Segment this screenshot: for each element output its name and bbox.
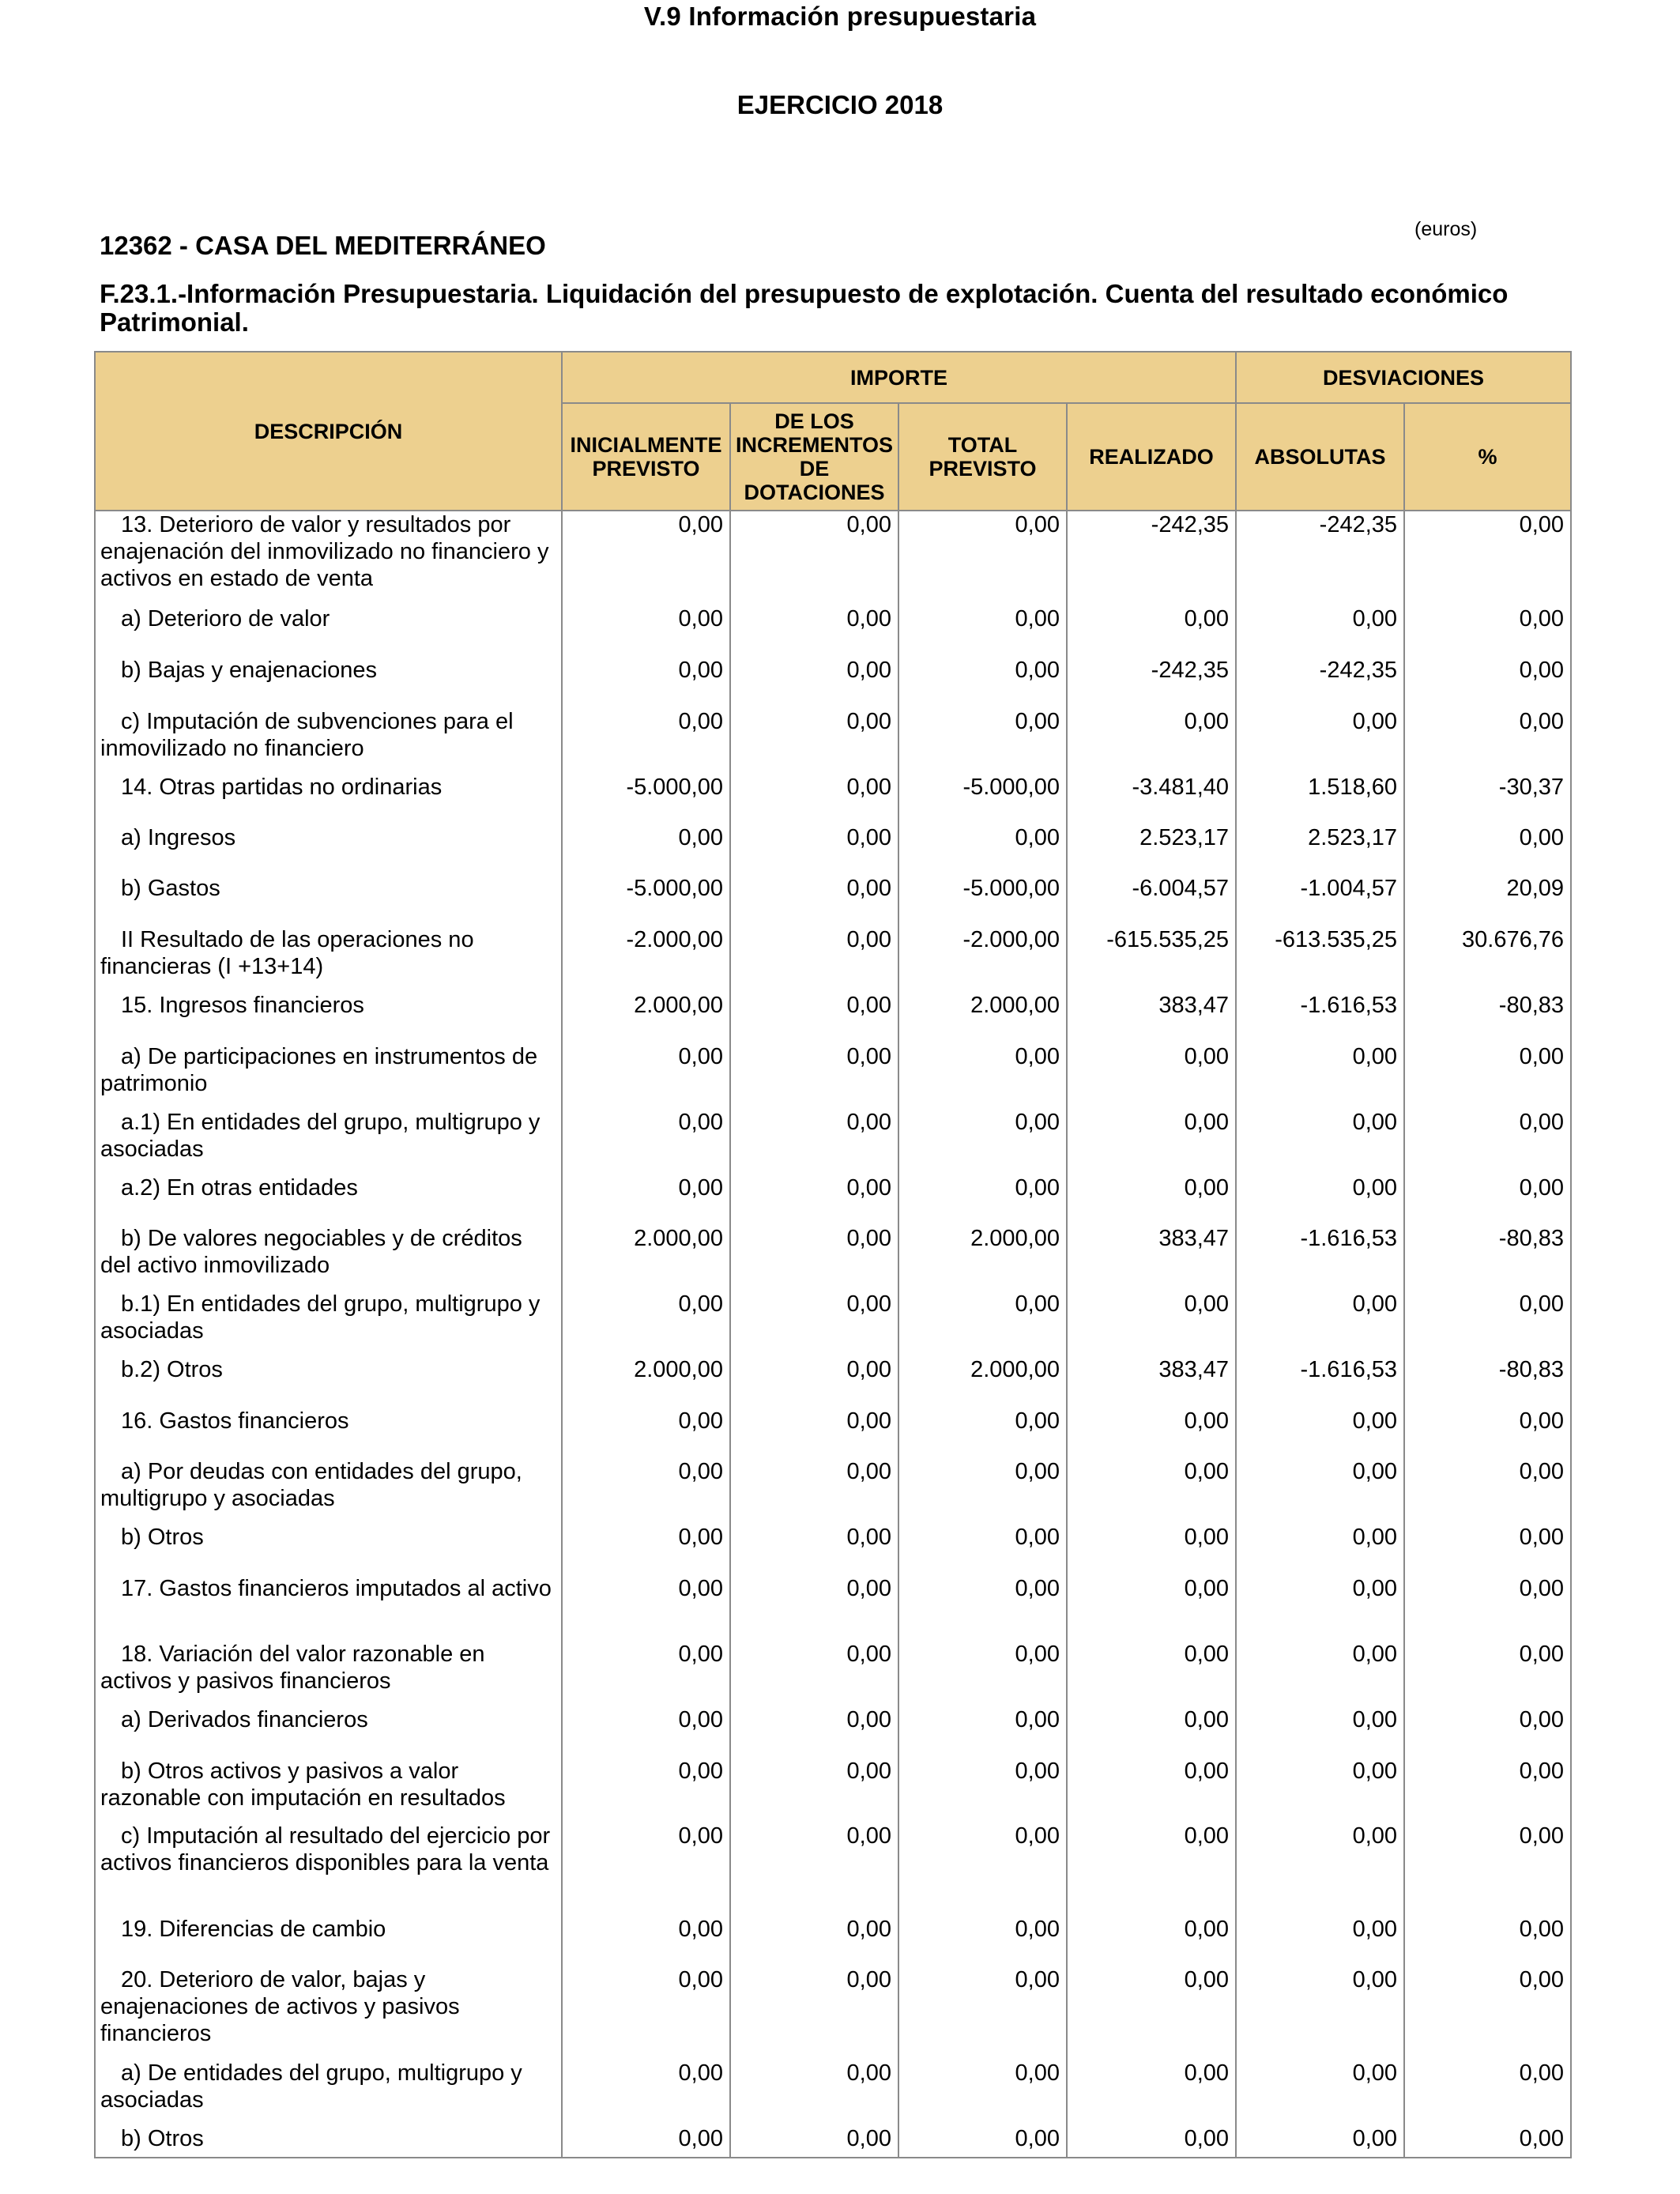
row-description-text: b) Bajas y enajenaciones xyxy=(121,658,378,683)
cell-inicialmente-previsto: 0,00 xyxy=(562,2125,730,2158)
cell-total-previsto: 2.000,00 xyxy=(898,1225,1067,1291)
cell-incrementos-dotaciones: 0,00 xyxy=(730,1225,898,1291)
cell-inicialmente-previsto: 0,00 xyxy=(562,1291,730,1356)
cell-incrementos-dotaciones: 0,00 xyxy=(730,1291,898,1356)
cell-inicialmente-previsto: 0,00 xyxy=(562,1641,730,1706)
cell-realizado: 0,00 xyxy=(1067,1916,1236,1966)
row-description xyxy=(95,1641,562,1706)
row-description xyxy=(95,875,562,926)
page-title: V.9 Información presupuestaria xyxy=(643,2,1037,31)
cell-total-previsto: 0,00 xyxy=(898,1109,1067,1174)
row-description xyxy=(95,1043,562,1109)
cell-desviacion-absoluta: 0,00 xyxy=(1236,1043,1404,1109)
cell-desviacion-absoluta: 0,00 xyxy=(1236,1174,1404,1225)
cell-incrementos-dotaciones: 0,00 xyxy=(730,1458,898,1524)
cell-desviacion-porcentaje: 0,00 xyxy=(1404,1706,1571,1758)
row-description xyxy=(95,1758,562,1823)
cell-incrementos-dotaciones: 0,00 xyxy=(730,1174,898,1225)
cell-desviacion-absoluta: 0,00 xyxy=(1236,1575,1404,1641)
cell-desviacion-porcentaje: 0,00 xyxy=(1404,1641,1571,1706)
cell-desviacion-absoluta: 0,00 xyxy=(1236,605,1404,657)
section-title: F.23.1.-Información Presupuestaria. Liquidación del presupuesto de explotación. Cuenta del resultado económico Patrimonial. xyxy=(100,279,1509,337)
cell-realizado: 0,00 xyxy=(1067,1458,1236,1524)
cell-desviacion-absoluta: 0,00 xyxy=(1236,1291,1404,1356)
row-description xyxy=(95,1291,562,1356)
cell-realizado: 0,00 xyxy=(1067,1109,1236,1174)
table-row xyxy=(95,1043,1571,1109)
row-description-text: b) Otros xyxy=(121,2126,204,2151)
cell-incrementos-dotaciones: 0,00 xyxy=(730,774,898,824)
entity-title: 12362 - CASA DEL MEDITERRÁNEO xyxy=(100,231,546,260)
cell-inicialmente-previsto: -5.000,00 xyxy=(562,875,730,926)
header-absolutas: ABSOLUTAS xyxy=(1236,403,1404,511)
cell-inicialmente-previsto: -5.000,00 xyxy=(562,774,730,824)
row-description-text: b) Gastos xyxy=(121,876,220,901)
table-row xyxy=(95,1408,1571,1458)
cell-inicialmente-previsto: 0,00 xyxy=(562,1043,730,1109)
cell-incrementos-dotaciones: 0,00 xyxy=(730,1706,898,1758)
row-description xyxy=(95,1174,562,1225)
cell-realizado: 0,00 xyxy=(1067,1706,1236,1758)
table-row xyxy=(95,926,1571,992)
table-row xyxy=(95,1524,1571,1575)
row-description-text: 16. Gastos financieros xyxy=(121,1408,349,1434)
cell-incrementos-dotaciones: 0,00 xyxy=(730,1758,898,1823)
row-description-text: b.1) En entidades del grupo, multigrupo y asociadas xyxy=(100,1291,541,1344)
table-row xyxy=(95,1458,1571,1524)
cell-incrementos-dotaciones: 0,00 xyxy=(730,1524,898,1575)
cell-desviacion-porcentaje: 0,00 xyxy=(1404,511,1571,605)
header-inicialmente-previsto: INICIALMENTE PREVISTO xyxy=(562,403,730,511)
cell-desviacion-absoluta: 0,00 xyxy=(1236,1641,1404,1706)
cell-realizado: 0,00 xyxy=(1067,1408,1236,1458)
cell-total-previsto: 0,00 xyxy=(898,1291,1067,1356)
cell-realizado: 0,00 xyxy=(1067,1758,1236,1823)
row-description-text: a) De participaciones en instrumentos de patrimonio xyxy=(100,1044,538,1096)
row-description xyxy=(95,605,562,657)
table-row xyxy=(95,657,1571,708)
cell-desviacion-porcentaje: 0,00 xyxy=(1404,1408,1571,1458)
cell-realizado: 383,47 xyxy=(1067,992,1236,1043)
table-row xyxy=(95,1706,1571,1758)
row-description xyxy=(95,708,562,774)
header-descripcion: DESCRIPCIÓN xyxy=(95,352,562,511)
cell-total-previsto: 0,00 xyxy=(898,1758,1067,1823)
cell-desviacion-absoluta: 0,00 xyxy=(1236,1823,1404,1916)
table-row xyxy=(95,1966,1571,2060)
cell-desviacion-absoluta: 1.518,60 xyxy=(1236,774,1404,824)
table-row xyxy=(95,605,1571,657)
cell-incrementos-dotaciones: 0,00 xyxy=(730,657,898,708)
row-description xyxy=(95,2125,562,2158)
cell-desviacion-absoluta: 0,00 xyxy=(1236,1458,1404,1524)
row-description-text: a) Deterioro de valor xyxy=(121,606,330,631)
table-row xyxy=(95,992,1571,1043)
cell-total-previsto: 0,00 xyxy=(898,1916,1067,1966)
cell-desviacion-absoluta: 0,00 xyxy=(1236,1966,1404,2060)
cell-incrementos-dotaciones: 0,00 xyxy=(730,1109,898,1174)
cell-incrementos-dotaciones: 0,00 xyxy=(730,1916,898,1966)
cell-desviacion-absoluta: 0,00 xyxy=(1236,1916,1404,1966)
cell-realizado: -242,35 xyxy=(1067,511,1236,605)
cell-total-previsto: 0,00 xyxy=(898,657,1067,708)
cell-incrementos-dotaciones: 0,00 xyxy=(730,1043,898,1109)
cell-realizado: 0,00 xyxy=(1067,1966,1236,2060)
cell-inicialmente-previsto: -2.000,00 xyxy=(562,926,730,992)
header-realizado: REALIZADO xyxy=(1067,403,1236,511)
row-description-text: a) Derivados financieros xyxy=(121,1707,368,1732)
cell-incrementos-dotaciones: 0,00 xyxy=(730,1641,898,1706)
cell-inicialmente-previsto: 0,00 xyxy=(562,605,730,657)
row-description-text: b) Otros xyxy=(121,1525,204,1550)
cell-inicialmente-previsto: 0,00 xyxy=(562,1458,730,1524)
cell-total-previsto: 0,00 xyxy=(898,824,1067,875)
budget-table-body xyxy=(95,511,1571,2158)
cell-total-previsto: -5.000,00 xyxy=(898,875,1067,926)
cell-realizado: 0,00 xyxy=(1067,1641,1236,1706)
table-row xyxy=(95,1225,1571,1291)
table-row xyxy=(95,2060,1571,2125)
cell-inicialmente-previsto: 0,00 xyxy=(562,1109,730,1174)
header-group-desviaciones: DESVIACIONES xyxy=(1236,352,1571,403)
cell-incrementos-dotaciones: 0,00 xyxy=(730,1575,898,1641)
cell-total-previsto: -2.000,00 xyxy=(898,926,1067,992)
table-row xyxy=(95,511,1571,605)
cell-total-previsto: 2.000,00 xyxy=(898,992,1067,1043)
row-description-text: a) Por deudas con entidades del grupo, multigrupo y asociadas xyxy=(100,1459,522,1511)
row-description-text: a) Ingresos xyxy=(121,825,236,850)
cell-desviacion-porcentaje: 0,00 xyxy=(1404,708,1571,774)
cell-total-previsto: 0,00 xyxy=(898,1043,1067,1109)
cell-incrementos-dotaciones: 0,00 xyxy=(730,1966,898,2060)
row-description xyxy=(95,1575,562,1641)
cell-inicialmente-previsto: 0,00 xyxy=(562,708,730,774)
cell-desviacion-porcentaje: 0,00 xyxy=(1404,1758,1571,1823)
row-description-text: b) De valores negociables y de créditos del activo inmovilizado xyxy=(100,1226,522,1278)
cell-total-previsto: 0,00 xyxy=(898,708,1067,774)
cell-desviacion-absoluta: -613.535,25 xyxy=(1236,926,1404,992)
row-description xyxy=(95,511,562,605)
row-description xyxy=(95,774,562,824)
cell-realizado: -3.481,40 xyxy=(1067,774,1236,824)
cell-total-previsto: 0,00 xyxy=(898,1966,1067,2060)
cell-desviacion-porcentaje: 0,00 xyxy=(1404,605,1571,657)
row-description xyxy=(95,1966,562,2060)
cell-inicialmente-previsto: 0,00 xyxy=(562,1575,730,1641)
table-row xyxy=(95,875,1571,926)
row-description xyxy=(95,1706,562,1758)
cell-incrementos-dotaciones: 0,00 xyxy=(730,824,898,875)
cell-desviacion-absoluta: 0,00 xyxy=(1236,2125,1404,2158)
cell-incrementos-dotaciones: 0,00 xyxy=(730,605,898,657)
table-row xyxy=(95,1758,1571,1823)
row-description xyxy=(95,1109,562,1174)
header-incrementos-dotaciones: DE LOS INCREMENTOS DE DOTACIONES xyxy=(730,403,898,511)
cell-incrementos-dotaciones: 0,00 xyxy=(730,1408,898,1458)
row-description xyxy=(95,926,562,992)
cell-inicialmente-previsto: 2.000,00 xyxy=(562,1356,730,1408)
cell-incrementos-dotaciones: 0,00 xyxy=(730,875,898,926)
cell-realizado: 2.523,17 xyxy=(1067,824,1236,875)
cell-desviacion-absoluta: -1.616,53 xyxy=(1236,992,1404,1043)
cell-realizado: -6.004,57 xyxy=(1067,875,1236,926)
cell-desviacion-absoluta: 0,00 xyxy=(1236,1706,1404,1758)
cell-desviacion-absoluta: 0,00 xyxy=(1236,708,1404,774)
cell-realizado: 383,47 xyxy=(1067,1356,1236,1408)
cell-desviacion-absoluta: -242,35 xyxy=(1236,657,1404,708)
row-description-text: II Resultado de las operaciones no financieras (I +13+14) xyxy=(100,927,474,979)
cell-desviacion-absoluta: -242,35 xyxy=(1236,511,1404,605)
cell-realizado: 0,00 xyxy=(1067,1524,1236,1575)
budget-table xyxy=(94,351,1572,2158)
cell-desviacion-porcentaje: 0,00 xyxy=(1404,1174,1571,1225)
cell-total-previsto: 0,00 xyxy=(898,1575,1067,1641)
cell-realizado: 0,00 xyxy=(1067,1043,1236,1109)
cell-inicialmente-previsto: 0,00 xyxy=(562,824,730,875)
cell-total-previsto: 0,00 xyxy=(898,1458,1067,1524)
row-description-text: a.1) En entidades del grupo, multigrupo y asociadas xyxy=(100,1110,541,1162)
cell-realizado: 0,00 xyxy=(1067,1823,1236,1916)
row-description-text: b.2) Otros xyxy=(121,1357,223,1382)
row-description xyxy=(95,1408,562,1458)
cell-inicialmente-previsto: 0,00 xyxy=(562,1408,730,1458)
cell-total-previsto: 0,00 xyxy=(898,605,1067,657)
cell-incrementos-dotaciones: 0,00 xyxy=(730,511,898,605)
cell-inicialmente-previsto: 2.000,00 xyxy=(562,1225,730,1291)
table-row xyxy=(95,2125,1571,2158)
cell-total-previsto: 0,00 xyxy=(898,1641,1067,1706)
table-row xyxy=(95,1291,1571,1356)
row-description-text: 14. Otras partidas no ordinarias xyxy=(121,775,443,800)
cell-inicialmente-previsto: 0,00 xyxy=(562,1916,730,1966)
cell-incrementos-dotaciones: 0,00 xyxy=(730,926,898,992)
cell-desviacion-absoluta: 0,00 xyxy=(1236,1758,1404,1823)
units-label: (euros) xyxy=(1414,218,1478,240)
cell-desviacion-porcentaje: 0,00 xyxy=(1404,1916,1571,1966)
cell-desviacion-absoluta: 0,00 xyxy=(1236,1524,1404,1575)
cell-incrementos-dotaciones: 0,00 xyxy=(730,1356,898,1408)
cell-realizado: 383,47 xyxy=(1067,1225,1236,1291)
fiscal-year: EJERCICIO 2018 xyxy=(736,90,944,119)
cell-desviacion-porcentaje: -80,83 xyxy=(1404,1225,1571,1291)
cell-desviacion-absoluta: 0,00 xyxy=(1236,1109,1404,1174)
cell-inicialmente-previsto: 0,00 xyxy=(562,1966,730,2060)
table-row xyxy=(95,1823,1571,1916)
cell-desviacion-porcentaje: 0,00 xyxy=(1404,824,1571,875)
row-description xyxy=(95,992,562,1043)
cell-total-previsto: -5.000,00 xyxy=(898,774,1067,824)
row-description-text: 19. Diferencias de cambio xyxy=(121,1917,386,1942)
cell-desviacion-absoluta: 0,00 xyxy=(1236,1408,1404,1458)
table-row xyxy=(95,774,1571,824)
table-row xyxy=(95,1356,1571,1408)
row-description-text: 17. Gastos financieros imputados al activo xyxy=(121,1576,552,1601)
cell-inicialmente-previsto: 0,00 xyxy=(562,1524,730,1575)
row-description xyxy=(95,1356,562,1408)
cell-total-previsto: 0,00 xyxy=(898,1823,1067,1916)
cell-desviacion-porcentaje: 20,09 xyxy=(1404,875,1571,926)
table-row xyxy=(95,824,1571,875)
cell-incrementos-dotaciones: 0,00 xyxy=(730,708,898,774)
cell-realizado: 0,00 xyxy=(1067,605,1236,657)
cell-desviacion-absoluta: -1.004,57 xyxy=(1236,875,1404,926)
table-row xyxy=(95,1109,1571,1174)
cell-desviacion-porcentaje: 0,00 xyxy=(1404,1458,1571,1524)
row-description-text: b) Otros activos y pasivos a valor razonable con imputación en resultados xyxy=(100,1759,506,1811)
cell-incrementos-dotaciones: 0,00 xyxy=(730,992,898,1043)
table-row xyxy=(95,1174,1571,1225)
row-description xyxy=(95,1524,562,1575)
cell-desviacion-porcentaje: 0,00 xyxy=(1404,1043,1571,1109)
cell-total-previsto: 0,00 xyxy=(898,2060,1067,2125)
cell-realizado: 0,00 xyxy=(1067,2125,1236,2158)
cell-desviacion-absoluta: -1.616,53 xyxy=(1236,1225,1404,1291)
cell-incrementos-dotaciones: 0,00 xyxy=(730,1823,898,1916)
cell-realizado: 0,00 xyxy=(1067,1575,1236,1641)
cell-desviacion-porcentaje: 0,00 xyxy=(1404,2060,1571,2125)
row-description-text: 13. Deterioro de valor y resultados por enajenación del inmovilizado no financiero y activos en estado de venta xyxy=(100,512,549,591)
cell-desviacion-absoluta: 2.523,17 xyxy=(1236,824,1404,875)
cell-realizado: 0,00 xyxy=(1067,1291,1236,1356)
cell-inicialmente-previsto: 0,00 xyxy=(562,1823,730,1916)
cell-inicialmente-previsto: 0,00 xyxy=(562,1174,730,1225)
cell-total-previsto: 0,00 xyxy=(898,1524,1067,1575)
cell-inicialmente-previsto: 0,00 xyxy=(562,1706,730,1758)
cell-inicialmente-previsto: 0,00 xyxy=(562,1758,730,1823)
row-description-text: 15. Ingresos financieros xyxy=(121,993,364,1018)
cell-desviacion-porcentaje: -80,83 xyxy=(1404,1356,1571,1408)
cell-desviacion-porcentaje: 30.676,76 xyxy=(1404,926,1571,992)
cell-desviacion-porcentaje: 0,00 xyxy=(1404,1109,1571,1174)
cell-desviacion-absoluta: 0,00 xyxy=(1236,2060,1404,2125)
cell-inicialmente-previsto: 0,00 xyxy=(562,511,730,605)
row-description xyxy=(95,657,562,708)
header-total-previsto: TOTAL PREVISTO xyxy=(898,403,1067,511)
cell-desviacion-porcentaje: -30,37 xyxy=(1404,774,1571,824)
cell-total-previsto: 0,00 xyxy=(898,511,1067,605)
header-group-importe: IMPORTE xyxy=(562,352,1236,403)
cell-inicialmente-previsto: 0,00 xyxy=(562,657,730,708)
table-row xyxy=(95,1641,1571,1706)
cell-desviacion-porcentaje: 0,00 xyxy=(1404,1291,1571,1356)
table-row xyxy=(95,1575,1571,1641)
row-description xyxy=(95,1458,562,1524)
cell-inicialmente-previsto: 2.000,00 xyxy=(562,992,730,1043)
cell-desviacion-porcentaje: 0,00 xyxy=(1404,1823,1571,1916)
cell-inicialmente-previsto: 0,00 xyxy=(562,2060,730,2125)
row-description-text: 20. Deterioro de valor, bajas y enajenaciones de activos y pasivos financieros xyxy=(100,1967,460,2046)
cell-realizado: 0,00 xyxy=(1067,708,1236,774)
cell-total-previsto: 0,00 xyxy=(898,2125,1067,2158)
table-row xyxy=(95,708,1571,774)
cell-desviacion-porcentaje: -80,83 xyxy=(1404,992,1571,1043)
row-description-text: c) Imputación de subvenciones para el inmovilizado no financiero xyxy=(100,709,514,761)
row-description xyxy=(95,824,562,875)
cell-desviacion-porcentaje: 0,00 xyxy=(1404,2125,1571,2158)
cell-realizado: 0,00 xyxy=(1067,1174,1236,1225)
cell-desviacion-porcentaje: 0,00 xyxy=(1404,1966,1571,2060)
cell-incrementos-dotaciones: 0,00 xyxy=(730,2125,898,2158)
cell-desviacion-porcentaje: 0,00 xyxy=(1404,1524,1571,1575)
cell-desviacion-absoluta: -1.616,53 xyxy=(1236,1356,1404,1408)
header-porcentaje: % xyxy=(1404,403,1571,511)
row-description-text: 18. Variación del valor razonable en activos y pasivos financieros xyxy=(100,1642,485,1694)
row-description-text: c) Imputación al resultado del ejercicio por activos financieros disponibles para la venta xyxy=(100,1823,551,1875)
cell-total-previsto: 0,00 xyxy=(898,1706,1067,1758)
cell-total-previsto: 0,00 xyxy=(898,1408,1067,1458)
cell-desviacion-porcentaje: 0,00 xyxy=(1404,1575,1571,1641)
cell-realizado: -242,35 xyxy=(1067,657,1236,708)
row-description xyxy=(95,1225,562,1291)
row-description xyxy=(95,1823,562,1916)
row-description xyxy=(95,2060,562,2125)
row-description-text: a) De entidades del grupo, multigrupo y asociadas xyxy=(100,2060,522,2113)
row-description xyxy=(95,1916,562,1966)
row-description-text: a.2) En otras entidades xyxy=(121,1175,358,1201)
cell-incrementos-dotaciones: 0,00 xyxy=(730,2060,898,2125)
cell-realizado: -615.535,25 xyxy=(1067,926,1236,992)
cell-desviacion-porcentaje: 0,00 xyxy=(1404,657,1571,708)
table-row xyxy=(95,1916,1571,1966)
cell-total-previsto: 2.000,00 xyxy=(898,1356,1067,1408)
cell-realizado: 0,00 xyxy=(1067,2060,1236,2125)
cell-total-previsto: 0,00 xyxy=(898,1174,1067,1225)
